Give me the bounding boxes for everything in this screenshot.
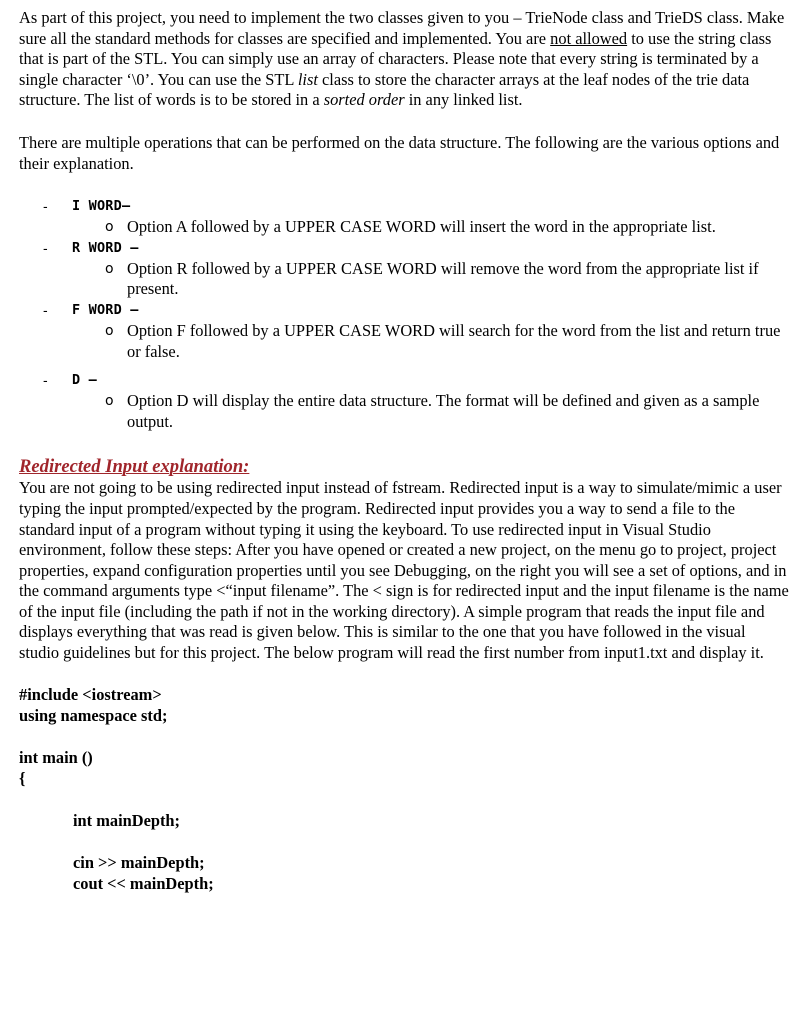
options-list [19, 196, 789, 432]
operations-intro: There are multiple operations that can be performed on the data structure. The following are the various options and their explanation. [19, 132, 780, 173]
option-description: Option D will display the entire data structure. The format will be defined and given as a sample output. [127, 391, 760, 431]
option-insert [19, 196, 789, 238]
code-line: cout << mainDepth; [73, 873, 214, 893]
dash-bullet: - [43, 372, 48, 389]
option-description: Option A followed by a UPPER CASE WORD will insert the word in the appropriate list. [127, 217, 716, 237]
option-description: Option F followed by a UPPER CASE WORD will search for the word from the list and return true or false. [127, 320, 781, 361]
option-key: I WORD– [72, 198, 131, 215]
code-line: int mainDepth; [73, 810, 181, 830]
intro-paragraph: As part of this project, you need to implement the two classes given to you – TrieNode class and TrieDS class. Make sure all the standard methods for classes are specified and implemented. You are not allowed to use the string class that is part of the STL. You can simply use an array of characters. Please note that every string is terminated by a single character ‘\0’. You can use the STL list class to store the character arrays at the leaf nodes of the trie data structure. The list of words is to be stored in a sorted order in any linked list. [19, 8, 785, 110]
option-key: R WORD – [72, 239, 139, 256]
option-find [19, 300, 789, 362]
option-remove [19, 238, 789, 300]
option-description: Option R followed by a UPPER CASE WORD will remove the word from the appropriate list if present. [127, 258, 759, 299]
sorted-order-italic: sorted order [323, 90, 405, 110]
circle-bullet: o [105, 260, 114, 277]
redirected-input-heading: Redirected Input explanation: [19, 456, 250, 478]
list-italic: list [297, 69, 318, 89]
circle-bullet: o [105, 322, 114, 339]
redirected-input-body: You are not going to be using redirected input instead of fstream. Redirected input is a way to simulate/mimic a user typing the input prompted/expected by the program. Redirected input provides you a way to send a file to the standard input of a program without typing it using the keyboard. To use redirected input in Visual Studio environment, follow these steps: After you have opened or created a new project, on the menu go to project, project properties, expand configuration properties until you see Debugging, on the right you will see a set of options, and in the command arguments type <“input filename”. The < sign is for redirected input and the input filename is the name of the input file (including the path if not in the working directory). A simple program that reads the input file and displays everything that was read is given below. This is similar to the one that you have followed in the visual studio guidelines but for this project. The below program will read the first number from input1.txt and display it. [19, 478, 789, 663]
option-key: D – [72, 372, 97, 389]
document-page [19, 8, 789, 894]
code-line: int main () [19, 747, 93, 767]
option-display [19, 370, 789, 432]
code-line: { [19, 768, 26, 788]
circle-bullet: o [105, 393, 114, 410]
option-key: F WORD – [72, 301, 139, 318]
code-line: cin >> mainDepth; [73, 852, 205, 872]
code-sample [19, 684, 789, 894]
not-allowed-underlined: not allowed [550, 28, 628, 48]
circle-bullet: o [105, 219, 114, 236]
dash-bullet: - [43, 239, 48, 256]
dash-bullet: - [43, 198, 48, 215]
code-line: using namespace std; [19, 705, 168, 725]
code-line: #include <iostream> [19, 684, 162, 704]
dash-bullet: - [43, 301, 48, 318]
